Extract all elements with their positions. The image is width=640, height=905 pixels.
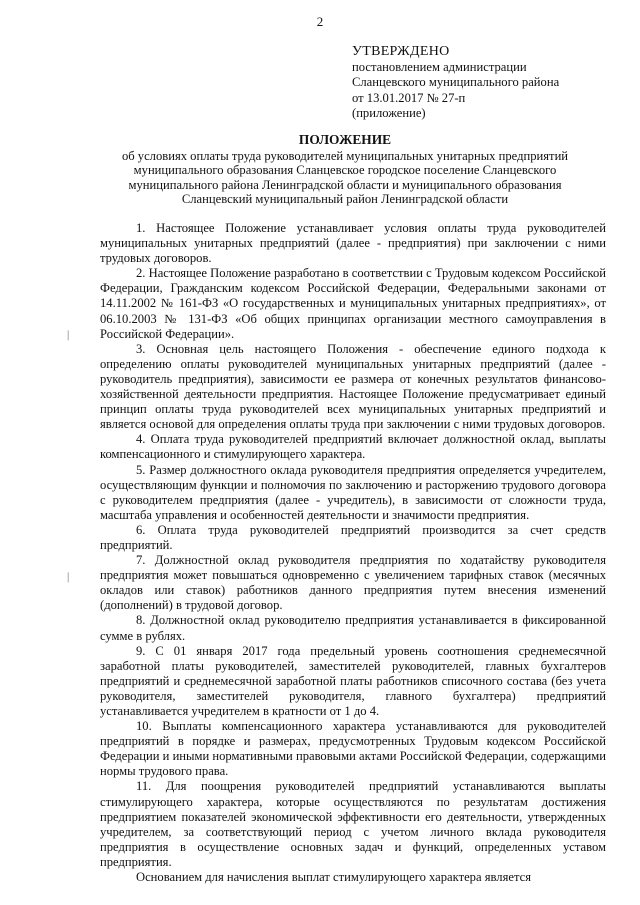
paragraph-4: 4. Оплата труда руководителей предприятий включает должностной оклад, выплаты компенсационного и стимулирующего характера.	[100, 432, 606, 462]
page-number: 2	[316, 14, 324, 29]
paragraph-1: 1. Настоящее Положение устанавливает условия оплаты труда руководителей муниципальных унитарных предприятий (далее - предприятия) при заключении с ними трудовых договоров.	[100, 221, 606, 266]
scan-mark: ❘	[64, 330, 73, 341]
document-title-block	[104, 133, 586, 207]
paragraph-5: 5. Размер должностного оклада руководителя предприятия определяется учредителем, осуществляющим функции и полномочия по заключению и расторжению трудового договора с руководителем предприятия (далее - учредитель), в зависимости от сложности труда, масштаба управления и особенностей деятельности и значимости предприятия.	[100, 462, 606, 522]
document-subtitle: об условиях оплаты труда руководителей муниципальных унитарных предприятий муниципального образования Сланцевское городское поселение Сланцевского муниципального района Ленинградской области и муниципального образования Сланцевский муниципальный район Ленинградской области	[121, 148, 569, 207]
approval-line: (приложение)	[352, 105, 426, 120]
paragraph-10: 10. Выплаты компенсационного характера устанавливаются для руководителей предприятий в порядке и размерах, предусмотренных Трудовым кодексом Российской Федерации и иными нормативными правовыми актами Российской Федерации, содержащими нормы трудового права.	[100, 719, 606, 779]
paragraph-11: 11. Для поощрения руководителей предприятий устанавливаются выплаты стимулирующего характера, которые осуществляются по результатам достижения предприятием показателей экономической эффективности его деятельности, утвержденных учредителем, за соответствующий период с учетом личного вклада руководителя предприятия в осуществление основных задач и функций, определенных уставом предприятия.	[100, 779, 606, 869]
document-title: ПОЛОЖЕНИЕ	[298, 132, 392, 147]
approval-block	[352, 44, 622, 121]
approval-line: от 13.01.2017 № 27-п	[352, 90, 466, 105]
approval-line: постановлением администрации	[352, 60, 527, 75]
scan-mark: ❘	[64, 572, 73, 583]
paragraph-7: 7. Должностной оклад руководителя предприятия по ходатайству руководителя предприятия может повышаться одновременно с увеличением тарифных ставок (месячных окладов или ставок) работников данного предприятия путем внесения изменений (дополнений) в трудовой договор.	[100, 553, 606, 613]
approval-line: Сланцевского муниципального района	[352, 75, 560, 90]
paragraph-9: 9. С 01 января 2017 года предельный уровень соотношения среднемесячной заработной платы руководителей, заместителей руководителей, главных бухгалтеров предприятий и среднемесячной заработной платы работников списочного состава (без учета руководителя, заместителей руководителя, главного бухгалтера) предприятий устанавливается учредителем в кратности от 1 до 4.	[100, 643, 606, 718]
approval-stamp: УТВЕРЖДЕНО	[352, 44, 450, 59]
paragraph-3: 3. Основная цель настоящего Положения - обеспечение единого подхода к определению оплаты руководителей муниципальных унитарных предприятий (далее - руководитель предприятия), зависимости ее размера от конечных результатов финансово-хозяйственной деятельности предприятия. Настоящее Положение предусматривает единый принцип оплаты труда руководителей всех муниципальных унитарных предприятий и является основой для определения оплаты труда при заключении с ними трудовых договоров.	[100, 341, 606, 432]
paragraph-6: 6. Оплата труда руководителей предприятий производится за счет средств предприятий.	[100, 522, 606, 552]
paragraph-12: Основанием для начисления выплат стимулирующего характера является	[136, 870, 531, 885]
document-body	[100, 221, 606, 885]
paragraph-8: 8. Должностной оклад руководителю предприятия устанавливается в фиксированной сумме в рублях.	[100, 613, 606, 643]
paragraph-2: 2. Настоящее Положение разработано в соответствии с Трудовым кодексом Российской Федерации, Гражданским кодексом Российской Федерации, Федеральными законами от 14.11.2002 № 161-ФЗ «О государственных и муниципальных унитарных предприятиях», от 06.10.2003 № 131-ФЗ «Об общих принципах организации местного самоуправления в Российской Федерации».	[100, 266, 606, 341]
